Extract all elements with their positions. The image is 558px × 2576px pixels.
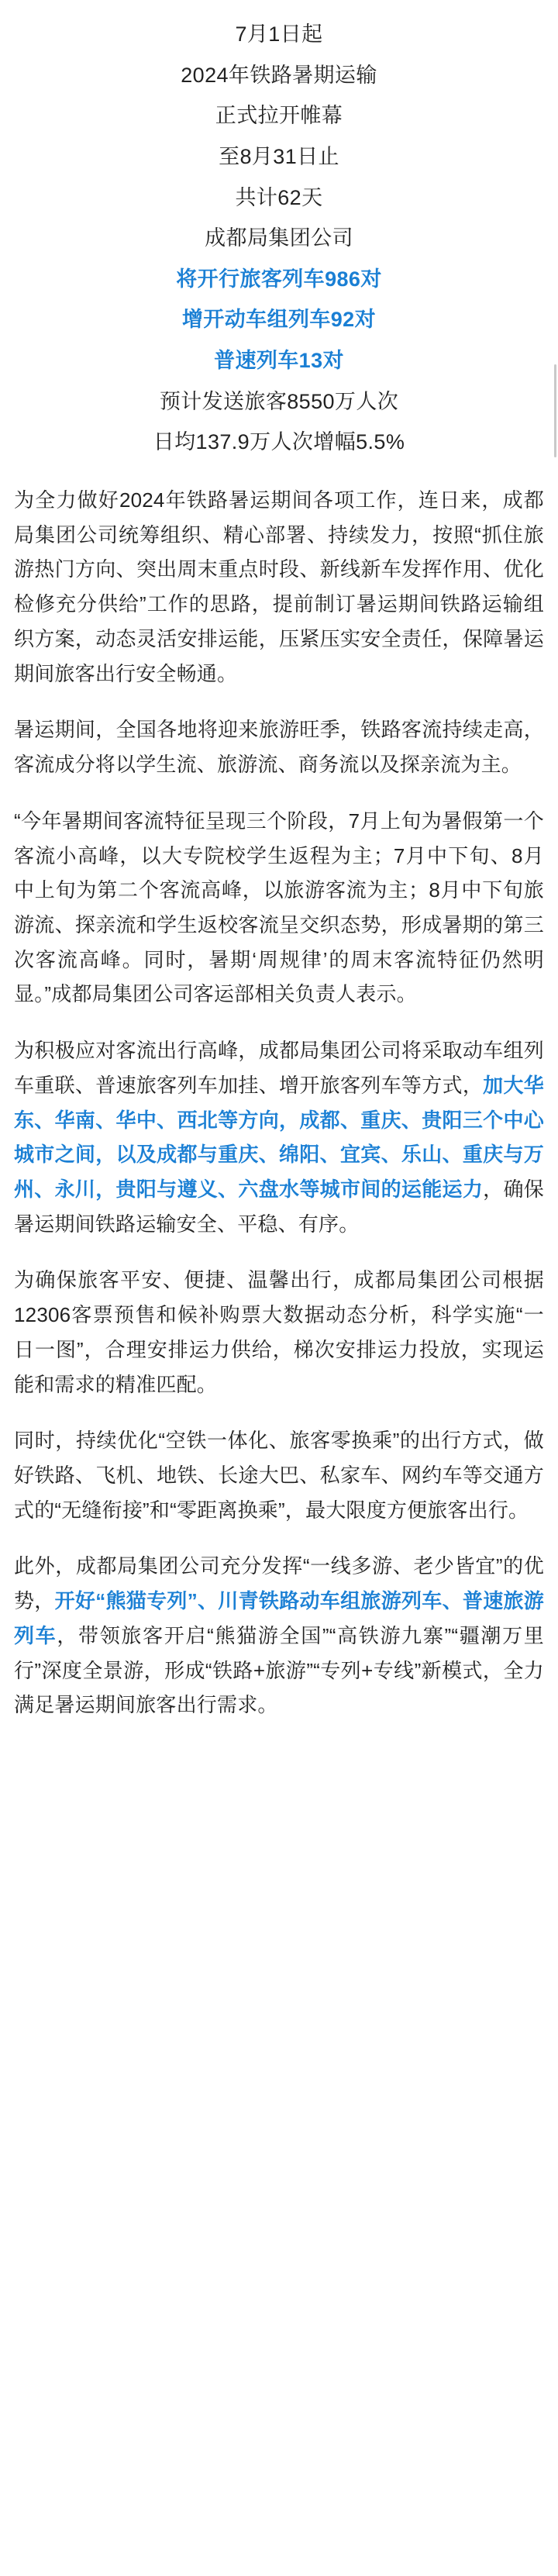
paragraph-7-run-1: 此外，成都局集团公司充分发挥“一线多游、老少皆宜”的优势，: [14, 1554, 544, 1613]
headline-highlight-passenger-trains: 将开行旅客列车986对: [176, 267, 382, 291]
scrollbar-thumb[interactable]: [554, 364, 556, 457]
headline-line-5: 共计62天: [235, 185, 323, 209]
headline-line-1: 7月1日起: [235, 22, 323, 46]
headline-line-11: 日均137.9万人次增幅5.5%: [153, 430, 405, 454]
paragraph-4: [14, 1033, 544, 1241]
headline-highlight-emu-trains: 增开动车组列车92对: [181, 308, 377, 332]
headline-line-6: 成都局集团公司: [205, 226, 353, 250]
paragraph-2-run-1: 暑运期间，全国各地将迎来旅游旺季，铁路客流持续走高，客流成分将以学生流、旅游流、商务流以及探亲流为主。: [14, 718, 544, 777]
paragraph-5-run-1: 为确保旅客平安、便捷、温馨出行，成都局集团公司根据12306客票预售和候补购票大数据动态分析，科学实施“一日一图”，合理安排运力供给，梯次安排运力投放，实现运能和需求的精准匹配。: [14, 1268, 544, 1396]
headline-line-10: 预计发送旅客8550万人次: [159, 389, 399, 413]
paragraph-4-run-3: ，确保暑运期间铁路运输安全、平稳、有序。: [14, 1177, 544, 1236]
headline-block: [14, 11, 544, 463]
paragraph-6: [14, 1423, 544, 1527]
paragraph-4-run-1: 为积极应对客流出行高峰，成都局集团公司将采取动车组列车重联、普速旅客列车加挂、增开旅客列车等方式，: [14, 1039, 544, 1097]
headline-line-2: 2024年铁路暑期运输: [181, 63, 377, 87]
headline-highlight-conventional-trains: 普速列车13对: [214, 349, 344, 373]
paragraph-7-run-3: ，带领旅客开启“熊猫游全国”“高铁游九寨”“疆潮万里行”深度全景游，形成“铁路+旅游”“专列+专线”新模式，全力满足暑运期间旅客出行需求。: [14, 1623, 544, 1717]
paragraph-3: [14, 804, 544, 1012]
paragraph-5: [14, 1263, 544, 1402]
paragraph-6-run-1: 同时，持续优化“空铁一体化、旅客零换乘”的出行方式，做好铁路、飞机、地铁、长途大巴、私家车、网约车等交通方式的“无缝衔接”和“零距离换乘”，最大限度方便旅客出行。: [14, 1429, 544, 1522]
paragraph-3-run-1: “今年暑期间客流特征呈现三个阶段，7月上旬为暑假第一个客流小高峰，以大专院校学生返程为主；7月中下旬、8月中上旬为第二个客流高峰，以旅游客流为主；8月中下旬旅游流、探亲流和学生返校客流呈交织态势，形成暑期的第三次客流高峰。同时，暑期‘周规律’的周末客流特征仍然明显。”成都局集团公司客运部相关负责人表示。: [14, 809, 544, 1006]
paragraph-2: [14, 712, 544, 781]
headline-line-4: 至8月31日止: [219, 144, 339, 168]
headline-line-3: 正式拉开帷幕: [215, 104, 343, 128]
article-body: [14, 483, 544, 1723]
paragraph-4-highlight: 加大华东、华南、华中、西北等方向，成都、重庆、贵阳三个中心城市之间，以及成都与重庆、绵阳、宜宾、乐山、重庆与万州、永川，贵阳与遵义、六盘水等城市间的运能运力: [14, 1073, 544, 1201]
paragraph-7-highlight: 开好“熊猫专列”、川青铁路动车组旅游列车、普速旅游列车: [14, 1589, 544, 1647]
paragraph-7: [14, 1549, 544, 1723]
paragraph-1: [14, 483, 544, 691]
paragraph-1-run-1: 为全力做好2024年铁路暑运期间各项工作，连日来，成都局集团公司统筹组织、精心部署、持续发力，按照“抓住旅游热门方向、突出周末重点时段、新线新车发挥作用、优化检修充分供给”工作的思路，提前制订暑运期间铁路运输组织方案，动态灵活安排运能，压紧压实安全责任，保障暑运期间旅客出行安全畅通。: [14, 488, 544, 685]
